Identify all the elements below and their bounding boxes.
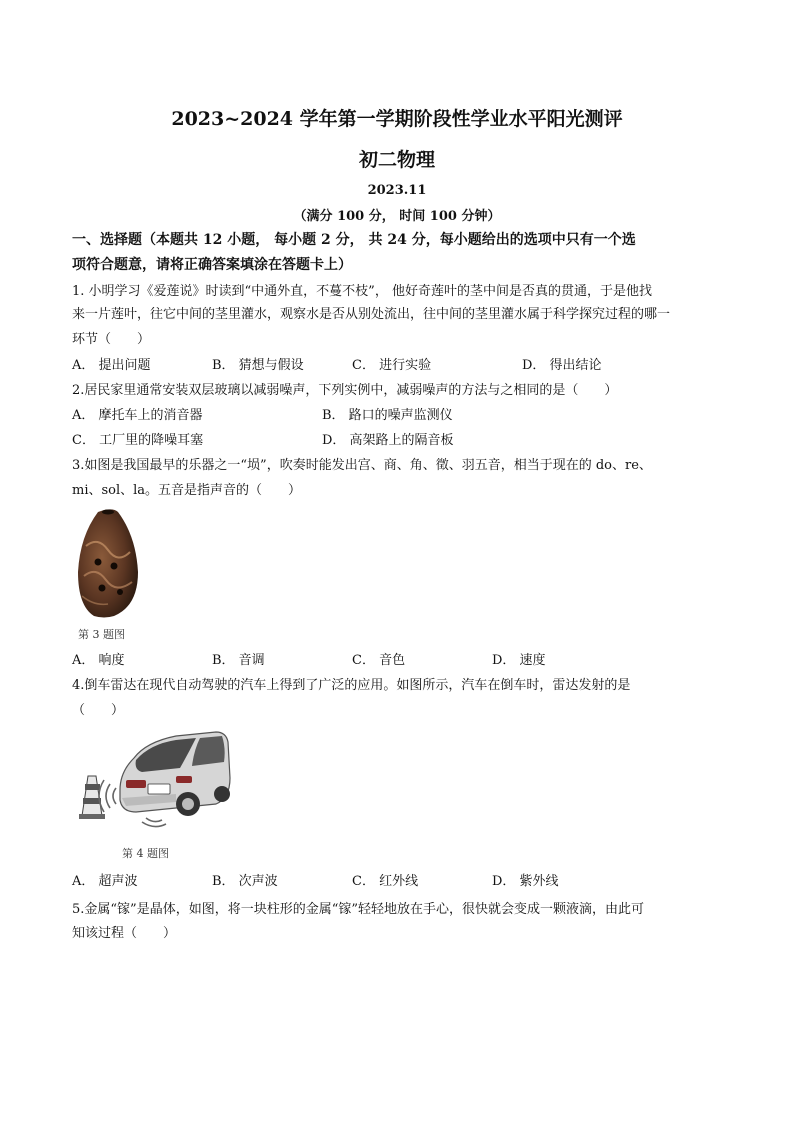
exam-info: （满分 100 分， 时间 100 分钟） [293, 209, 501, 224]
q4-line2: （ ） [72, 703, 125, 718]
q1-option-a: A． 提出问题 [72, 358, 151, 373]
exam-title: 2023~2024 学年第一学期阶段性学业水平阳光测评 [171, 108, 623, 130]
q3-option-a: A． 响度 [72, 653, 125, 668]
q3-line2: mi、sol、la。五音是指声音的（ ） [72, 483, 302, 498]
q2-option-c: C． 工厂里的降噪耳塞 [72, 433, 204, 448]
q1-line1: 1. 小明学习《爱莲说》时读到“中通外直，不蔓不枝”， 他好奇莲叶的茎中间是否真的贯通，于是他找 [72, 284, 652, 299]
q3-option-c: C． 音色 [352, 653, 406, 668]
q3-figure-caption: 第 3 题图 [78, 628, 125, 641]
q1-line2: 来一片莲叶，往它中间的茎里灌水，观察水是否从别处流出，往中间的茎里灌水属于科学探究过程的哪一 [72, 307, 671, 322]
q4-option-b: B． 次声波 [212, 874, 278, 889]
q5-line2: 知该过程（ ） [72, 926, 177, 941]
section-heading-line1: 一、选择题（本题共 12 小题， 每小题 2 分， 共 24 分，每小题给出的选项中只有一个选 [72, 232, 636, 248]
section-heading-line2: 项符合题意，请将正确答案填涂在答题卡上） [72, 257, 352, 273]
q3-line1: 3.如图是我国最早的乐器之一“埙”，吹奏时能发出宫、商、角、徵、羽五音，相当于现在的 do、re、 [72, 458, 652, 473]
q1-option-d: D． 得出结论 [522, 358, 602, 373]
q5-line1: 5.金属“镓”是晶体，如图，将一块柱形的金属“镓”轻轻地放在手心，很快就会变成一颗液滴，由此可 [72, 902, 644, 917]
q1-option-b: B． 猜想与假设 [212, 358, 304, 373]
q4-option-d: D． 紫外线 [492, 874, 559, 889]
traffic-cone-icon [79, 776, 105, 819]
xun-instrument-image [74, 506, 144, 620]
q3-option-d: D． 速度 [492, 653, 546, 668]
q1-option-c: C． 进行实验 [352, 358, 432, 373]
q4-line1: 4.倒车雷达在现代自动驾驶的汽车上得到了广泛的应用。如图所示，汽车在倒车时，雷达发射的是 [72, 678, 631, 693]
subject-title: 初二物理 [358, 149, 435, 171]
car-icon [120, 732, 230, 816]
q2-option-d: D． 高架路上的隔音板 [322, 433, 454, 448]
q4-option-c: C． 红外线 [352, 874, 419, 889]
q2-line1: 2.居民家里通常安装双层玻璃以减弱噪声，下列实例中，减弱噪声的方法与之相同的是（ ） [72, 383, 618, 398]
exam-date: 2023.11 [367, 183, 427, 198]
q4-figure-caption: 第 4 题图 [122, 847, 169, 860]
q3-option-b: B． 音调 [212, 653, 265, 668]
q1-line3: 环节（ ） [72, 332, 151, 347]
reversing-car-radar-image [76, 728, 232, 828]
q4-option-a: A． 超声波 [72, 874, 138, 889]
q2-option-a: A． 摩托车上的消音器 [72, 408, 203, 423]
q2-option-b: B． 路口的噪声监测仪 [322, 408, 453, 423]
